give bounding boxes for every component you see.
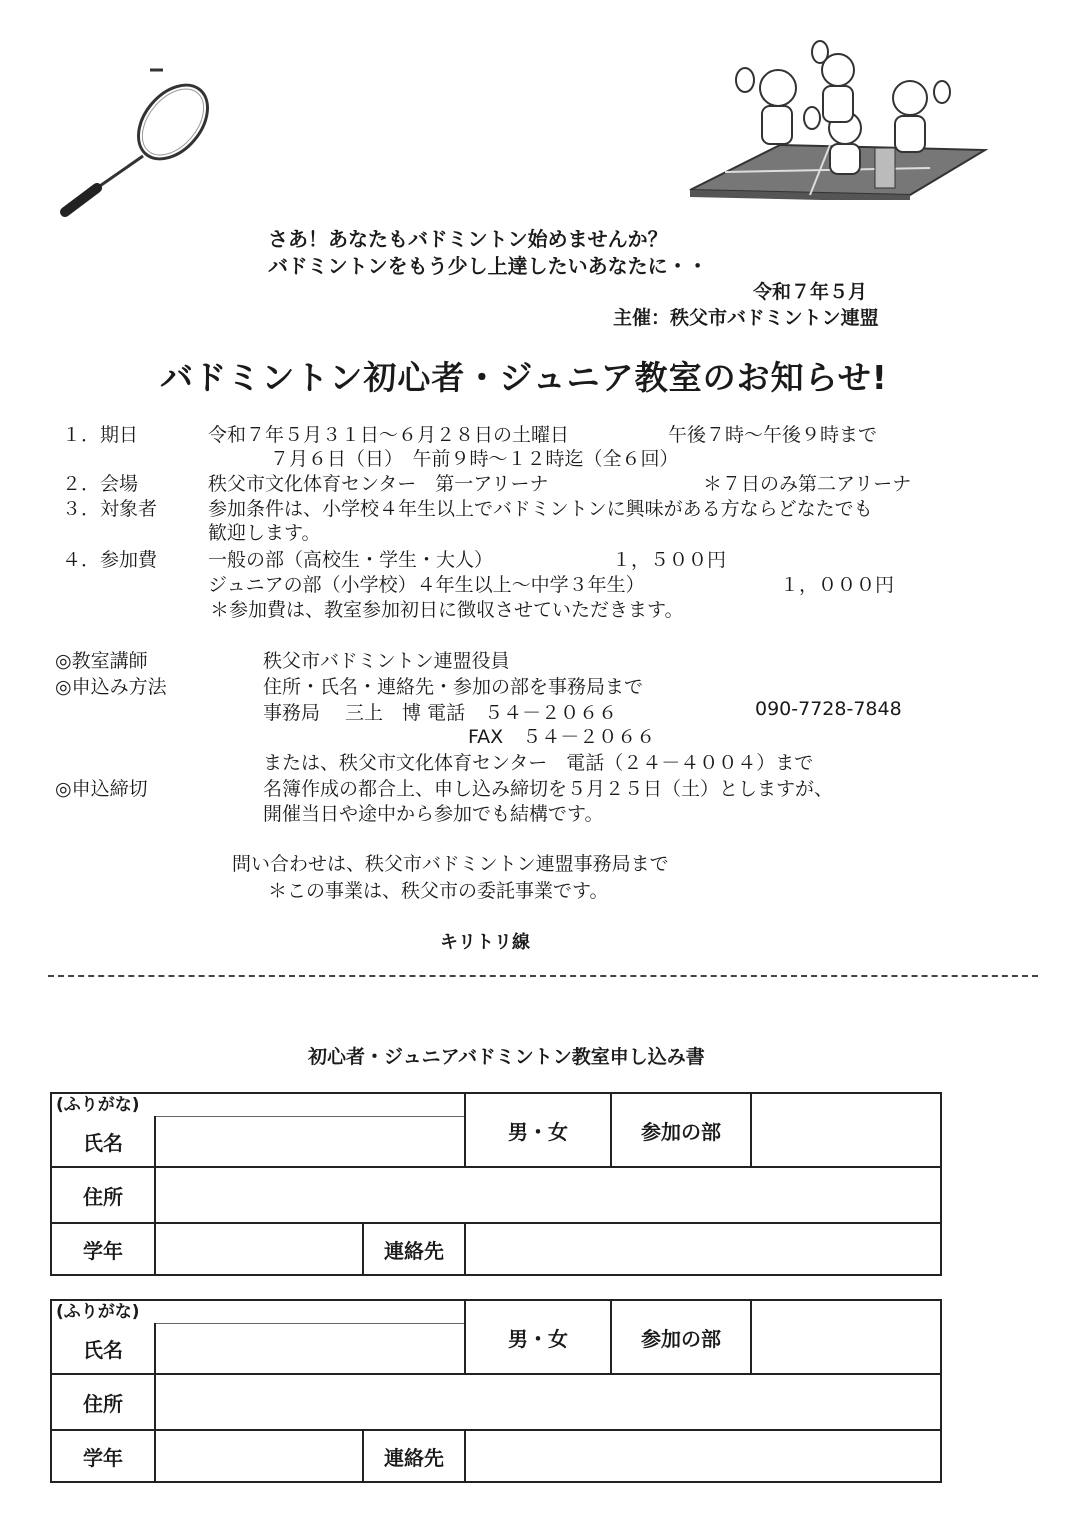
apply-fax: FAX ５４－２０６６ — [468, 726, 656, 748]
division-label: 参加の部 — [611, 1300, 751, 1374]
division-field[interactable] — [751, 1093, 941, 1167]
gender-choice[interactable]: 男・女 — [465, 1093, 611, 1167]
furigana-label: (ふりがな) — [56, 1095, 140, 1115]
apply-line-3: または、秩父市文化体育センター 電話（２４－４００４）まで — [263, 752, 814, 774]
page-title: バドミントン初心者・ジュニア教室のお知らせ! — [160, 358, 888, 397]
application-form-1 — [50, 1092, 942, 1276]
apply-line-2: 事務局 三上 博 電話 ５４－２０６６ — [263, 702, 618, 724]
intro-line-1: さあ！あなたもバドミントン始めませんか？ — [268, 227, 668, 251]
item-1-time: 午後７時～午後９時まで — [668, 424, 878, 446]
name-cell[interactable] — [51, 1093, 465, 1167]
children-badminton-illustration — [680, 40, 990, 200]
grade-label: 学年 — [51, 1430, 155, 1482]
grade-field[interactable] — [155, 1223, 363, 1275]
contact-label: 連絡先 — [363, 1430, 465, 1482]
address-label: 住所 — [51, 1167, 155, 1223]
division-label: 参加の部 — [611, 1093, 751, 1167]
item-1-line-2: ７月６日（日） 午前９時～１２時迄（全６回） — [270, 448, 679, 470]
name-field[interactable] — [156, 1323, 464, 1373]
gender-choice[interactable]: 男・女 — [465, 1300, 611, 1374]
grade-label: 学年 — [51, 1223, 155, 1275]
instructor-value: 秩父市バドミントン連盟役員 — [263, 650, 510, 672]
deadline-line-2: 開催当日や途中から参加でも結構です。 — [263, 803, 604, 825]
apply-label: ◎申込み方法 — [55, 676, 167, 698]
item-3-line-1: 参加条件は、小学校４年生以上でバドミントンに興味がある方ならどなたでも — [208, 498, 873, 520]
item-3-label: ３．対象者 — [62, 498, 158, 520]
instructor-label: ◎教室講師 — [55, 650, 148, 672]
contact-line-1: 問い合わせは、秩父市バドミントン連盟事務局まで — [232, 853, 669, 875]
item-2-value: 秩父市文化体育センター 第一アリーナ — [208, 473, 549, 495]
contact-field[interactable] — [465, 1223, 941, 1275]
form-title: 初心者・ジュニアバドミントン教室申し込み書 — [308, 1046, 705, 1068]
furigana-underline — [156, 1116, 464, 1117]
deadline-line-1: 名簿作成の都合上、申し込み締切を５月２５日（土）としますが、 — [263, 778, 834, 800]
contact-label: 連絡先 — [363, 1223, 465, 1275]
item-4-note: ＊参加費は、教室参加初日に徴収させていただきます。 — [210, 599, 684, 621]
intro-line-2: バドミントンをもう少し上達したいあなたに・・ — [268, 254, 708, 278]
issue-date: 令和７年５月 — [753, 281, 868, 303]
item-4-junior: ジュニアの部（小学校）４年生以上～中学３年生） — [208, 574, 645, 596]
item-1-line-1: 令和７年５月３１日～６月２８日の土曜日 — [208, 424, 570, 446]
deadline-label: ◎申込締切 — [55, 778, 148, 800]
cut-line — [48, 975, 1038, 977]
name-cell[interactable] — [51, 1300, 465, 1374]
contact-field[interactable] — [465, 1430, 941, 1482]
organizer: 主催：秩父市バドミントン連盟 — [613, 307, 879, 329]
division-field[interactable] — [751, 1300, 941, 1374]
apply-line-1: 住所・氏名・連絡先・参加の部を事務局まで — [263, 676, 644, 698]
item-4-junior-fee: １，０００円 — [780, 574, 895, 596]
application-form-2 — [50, 1299, 942, 1483]
grade-field[interactable] — [155, 1430, 363, 1482]
item-4-general: 一般の部（高校生・学生・大人） — [208, 549, 494, 571]
apply-mobile: 090-7728-7848 — [755, 698, 902, 720]
cut-line-label: キリトリ線 — [440, 932, 530, 953]
name-label: 氏名 — [52, 1323, 156, 1373]
item-2-label: ２．会場 — [62, 473, 139, 495]
address-field[interactable] — [155, 1167, 941, 1223]
name-label: 氏名 — [52, 1116, 156, 1166]
item-4-label: ４．参加費 — [62, 549, 158, 571]
address-label: 住所 — [51, 1374, 155, 1430]
address-field[interactable] — [155, 1374, 941, 1430]
name-field[interactable] — [156, 1116, 464, 1166]
contact-line-2: ＊この事業は、秩父市の委託事業です。 — [268, 880, 609, 902]
badminton-racket-illustration — [55, 60, 215, 225]
furigana-label: (ふりがな) — [56, 1302, 140, 1322]
item-2-note: ＊７日のみ第二アリーナ — [703, 473, 912, 495]
item-1-label: １．期日 — [62, 424, 139, 446]
furigana-underline — [156, 1323, 464, 1324]
item-3-line-2: 歓迎します。 — [208, 522, 321, 544]
item-4-general-fee: １，５００円 — [612, 549, 727, 571]
